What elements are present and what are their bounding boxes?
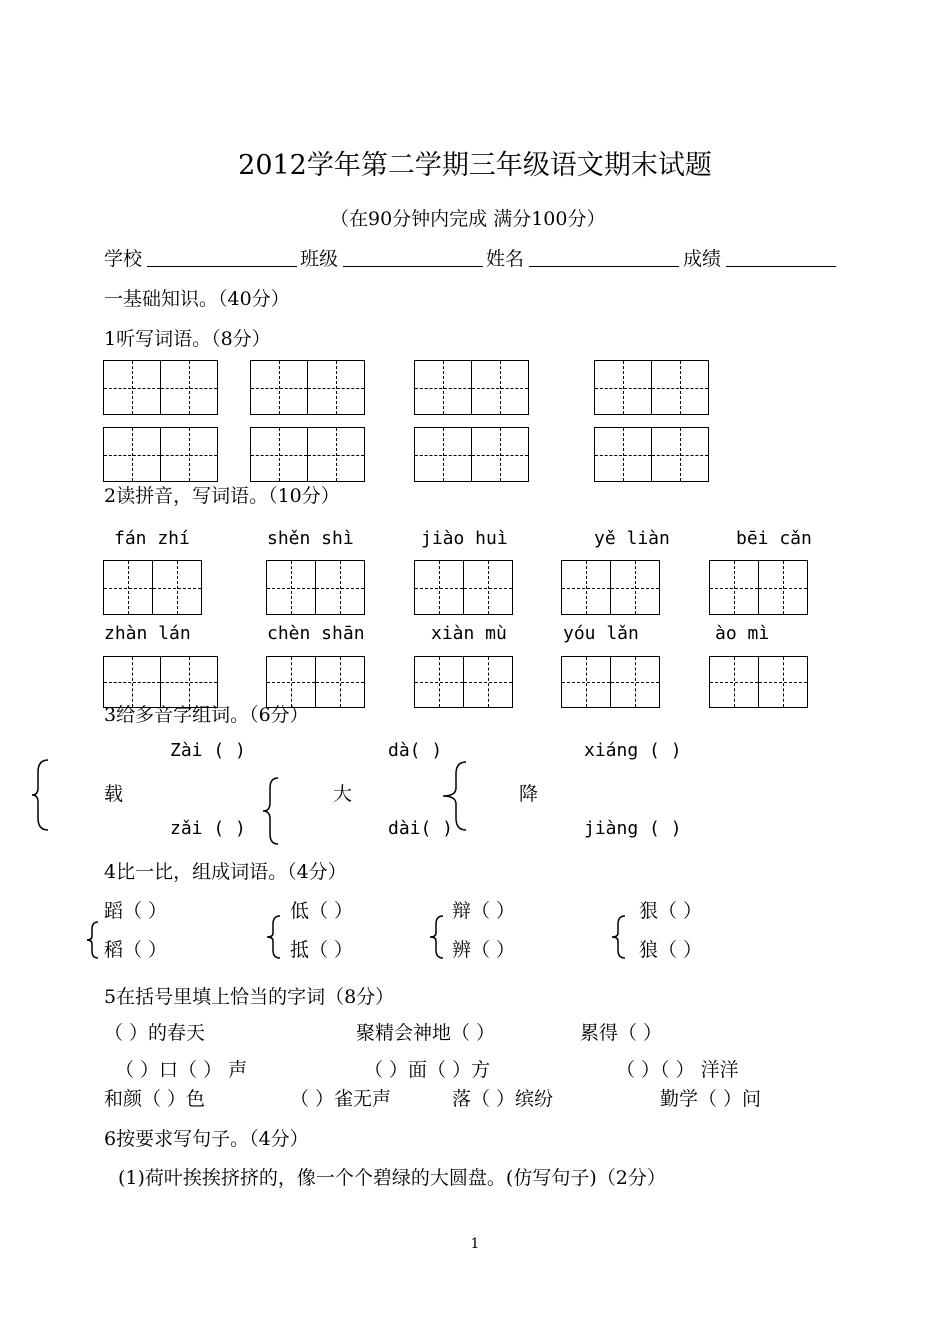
brace-icon — [265, 914, 283, 960]
school-field[interactable] — [147, 266, 297, 267]
q6-title: 6按要求写句子。（4分） — [104, 1128, 309, 1150]
writing-cell[interactable] — [651, 427, 709, 482]
compare-word: 狠（ ） — [639, 900, 703, 922]
writing-cell[interactable] — [463, 560, 513, 615]
fill-blank-phrase: 落（ ）缤纷 — [452, 1088, 554, 1110]
writing-cell[interactable] — [463, 656, 513, 708]
polyphone-reading: jiàng ( ) — [584, 818, 682, 839]
page-number: 1 — [470, 1236, 480, 1252]
writing-cell[interactable] — [414, 656, 464, 708]
writing-cell[interactable] — [160, 427, 218, 482]
compare-word: 低（ ） — [290, 900, 354, 922]
fill-blank-phrase: 勤学（ ）问 — [660, 1088, 762, 1110]
brace-icon — [260, 776, 282, 846]
pinyin-prompt: jiào huì — [421, 528, 508, 549]
class-label: 班级 — [300, 248, 339, 270]
brace-icon — [610, 914, 628, 960]
writing-cell[interactable] — [103, 360, 161, 415]
writing-cell[interactable] — [758, 560, 808, 615]
writing-cell[interactable] — [152, 560, 202, 615]
writing-cell[interactable] — [594, 360, 652, 415]
q6-item-1: (1)荷叶挨挨挤挤的，像一个个碧绿的大圆盘。(仿写句子)（2分） — [118, 1167, 666, 1189]
polyphone-char: 载 — [104, 783, 124, 805]
fill-blank-phrase: （ ）口（ ） 声 — [115, 1059, 248, 1081]
pinyin-prompt: fán zhí — [114, 528, 190, 549]
writing-cell[interactable] — [758, 656, 808, 708]
writing-cell[interactable] — [103, 427, 161, 482]
writing-cell[interactable] — [561, 560, 611, 615]
writing-cell[interactable] — [651, 360, 709, 415]
fill-blank-phrase: （ ）面（ ）方 — [364, 1059, 491, 1081]
writing-cell[interactable] — [414, 427, 472, 482]
writing-cell[interactable] — [561, 656, 611, 708]
q5-title: 5在括号里填上恰当的字词（8分） — [104, 986, 395, 1008]
writing-cell[interactable] — [250, 427, 308, 482]
compare-word: 蹈（ ） — [104, 900, 168, 922]
writing-cell[interactable] — [414, 360, 472, 415]
writing-cell[interactable] — [471, 427, 529, 482]
writing-cell[interactable] — [471, 360, 529, 415]
pinyin-prompt: yóu lǎn — [563, 623, 639, 644]
polyphone-reading: Zài ( ) — [170, 740, 246, 761]
exam-subtitle: （在90分钟内完成 满分100分） — [330, 208, 606, 230]
pinyin-prompt: zhàn lán — [104, 623, 191, 644]
school-label: 学校 — [104, 248, 143, 270]
writing-cell[interactable] — [610, 560, 660, 615]
polyphone-reading: zǎi ( ) — [170, 818, 246, 839]
name-label: 姓名 — [486, 248, 525, 270]
compare-word: 狼（ ） — [639, 939, 703, 961]
compare-word: 稻（ ） — [104, 939, 168, 961]
writing-cell[interactable] — [594, 427, 652, 482]
pinyin-prompt: xiàn mù — [431, 623, 507, 644]
fill-blank-phrase: 聚精会神地（ ） — [356, 1022, 496, 1044]
brace-icon — [30, 758, 52, 832]
fill-blank-phrase: （ ）（ ） 洋洋 — [616, 1059, 739, 1081]
q3-title: 3给多音字组词。（6分） — [104, 704, 309, 726]
q2-title: 2读拼音，写词语。（10分） — [104, 485, 340, 507]
pinyin-prompt: shěn shì — [267, 528, 354, 549]
brace-icon — [85, 920, 101, 960]
pinyin-prompt: chèn shān — [267, 623, 365, 644]
writing-cell[interactable] — [266, 560, 316, 615]
class-field[interactable] — [343, 266, 483, 267]
score-field[interactable] — [726, 266, 836, 267]
writing-cell[interactable] — [307, 427, 365, 482]
compare-word: 辩（ ） — [452, 900, 516, 922]
brace-icon — [428, 914, 446, 960]
polyphone-reading: dài( ) — [388, 818, 454, 839]
score-label: 成绩 — [683, 248, 722, 270]
pinyin-prompt: yě liàn — [594, 528, 670, 549]
polyphone-char: 大 — [333, 783, 353, 805]
fill-blank-phrase: 累得（ ） — [580, 1022, 663, 1044]
writing-cell[interactable] — [414, 560, 464, 615]
writing-cell[interactable] — [250, 360, 308, 415]
writing-cell[interactable] — [103, 560, 153, 615]
name-field[interactable] — [529, 266, 679, 267]
writing-cell[interactable] — [307, 360, 365, 415]
pinyin-prompt: bēi cǎn — [736, 528, 812, 549]
section-1-title: 一基础知识。（40分） — [104, 288, 290, 310]
compare-word: 抵（ ） — [290, 939, 354, 961]
polyphone-char: 降 — [519, 783, 539, 805]
q4-title: 4比一比，组成词语。（4分） — [104, 861, 347, 883]
writing-cell[interactable] — [709, 560, 759, 615]
fill-blank-phrase: （ ）雀无声 — [290, 1088, 392, 1110]
exam-title: 2012学年第二学期三年级语文期末试题 — [238, 150, 712, 181]
writing-cell[interactable] — [315, 560, 365, 615]
pinyin-prompt: ào mì — [715, 623, 770, 644]
polyphone-reading: dà( ) — [388, 740, 443, 761]
fill-blank-phrase: （ ）的春天 — [104, 1022, 206, 1044]
q1-title: 1听写词语。（8分） — [104, 328, 271, 350]
polyphone-reading: xiáng ( ) — [584, 740, 682, 761]
writing-cell[interactable] — [315, 656, 365, 708]
writing-cell[interactable] — [709, 656, 759, 708]
compare-word: 辨（ ） — [452, 939, 516, 961]
writing-cell[interactable] — [610, 656, 660, 708]
fill-blank-phrase: 和颜（ ）色 — [104, 1088, 206, 1110]
writing-cell[interactable] — [160, 360, 218, 415]
